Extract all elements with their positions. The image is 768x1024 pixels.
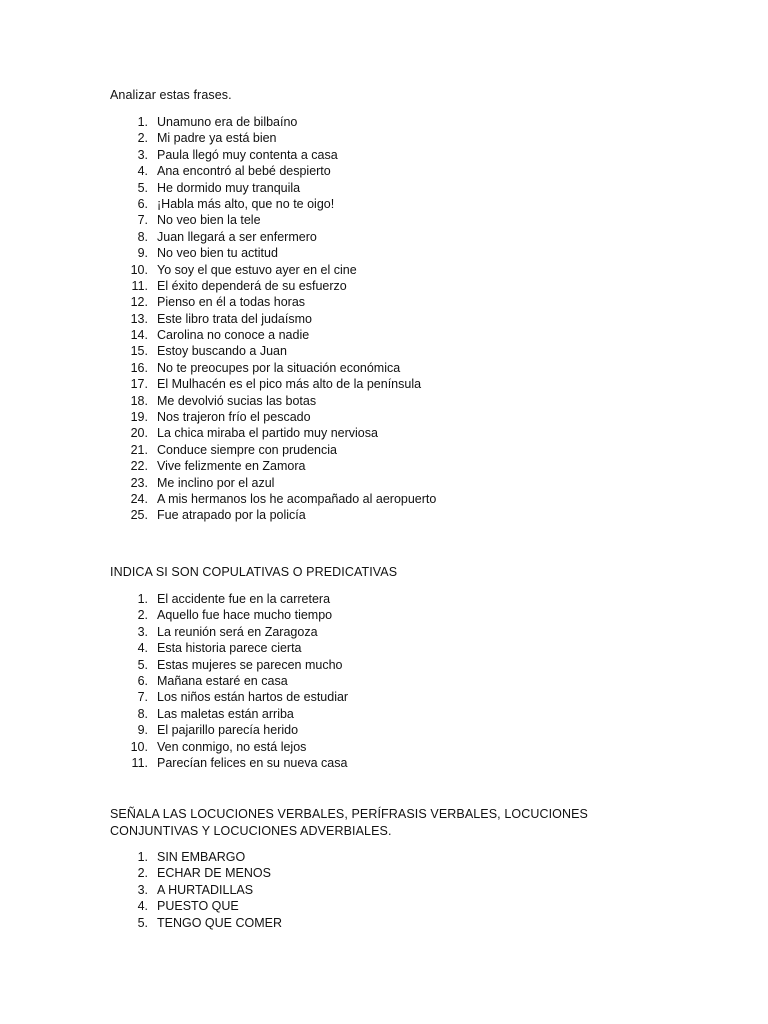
list-item-text: Conduce siempre con prudencia xyxy=(157,442,337,457)
list-item-number: 4. xyxy=(137,641,148,656)
list-item-text: Ana encontró al bebé despierto xyxy=(157,164,331,179)
list-item-text: El pajarillo parecía herido xyxy=(157,723,299,738)
list-item-number: 5. xyxy=(137,180,148,195)
list-item-text: Este libro trata del judaísmo xyxy=(157,311,312,326)
list-item-text: Ven conmigo, no está lejos xyxy=(157,739,307,754)
list-item-text: Unamuno era de bilbaíno xyxy=(157,115,298,129)
list-item-number: 3. xyxy=(137,147,148,162)
list-item-number: 4. xyxy=(137,899,148,914)
list-item-number: 7. xyxy=(137,690,148,705)
list-item-text: Carolina no conoce a nadie xyxy=(157,328,310,343)
list-item-text: PUESTO QUE xyxy=(157,899,239,914)
list-item-text: A mis hermanos los he acompañado al aeropuerto xyxy=(157,491,437,506)
list-item-number: 4. xyxy=(137,164,148,179)
list-item-number: 5. xyxy=(137,657,148,672)
list-item-number: 1. xyxy=(137,850,148,864)
list-item-text: Las maletas están arriba xyxy=(157,706,294,721)
list-item-text: Yo soy el que estuvo ayer en el cine xyxy=(157,262,357,277)
list-item-number: 3. xyxy=(137,624,148,639)
list-item-text: La reunión será en Zaragoza xyxy=(157,624,318,639)
list-item-text: Estoy buscando a Juan xyxy=(157,344,287,359)
list-item-number: 10. xyxy=(130,739,148,754)
list-item-number: 9. xyxy=(137,246,148,261)
list-item-text: Vive felizmente en Zamora xyxy=(157,459,306,474)
list-item-text: He dormido muy tranquila xyxy=(157,180,301,195)
list-item-text: La chica miraba el partido muy nerviosa xyxy=(157,426,378,441)
section-3-heading: SEÑALA LAS LOCUCIONES VERBALES, PERÍFRASIS VERBALES, LOCUCIONES CONJUNTIVAS Y LOCUCIONES ADVERBIALES. xyxy=(110,807,588,838)
list-item-number: 6. xyxy=(137,673,148,688)
list-item-number: 21. xyxy=(130,442,148,457)
list-item-number: 17. xyxy=(130,377,148,392)
list-item-number: 1. xyxy=(137,592,148,606)
list-item-number: 2. xyxy=(137,131,148,146)
list-item-text: ECHAR DE MENOS xyxy=(157,866,271,881)
list-item-number: 25. xyxy=(130,508,148,523)
list-item-text: Mañana estaré en casa xyxy=(157,673,288,688)
list-item-text: A HURTADILLAS xyxy=(157,882,254,897)
list-item-text: TENGO QUE COMER xyxy=(157,915,283,930)
list-item-text: ¡Habla más alto, que no te oigo! xyxy=(157,196,335,211)
list-item-number: 7. xyxy=(137,213,148,228)
list-item-number: 22. xyxy=(130,459,148,474)
list-item-text: Los niños están hartos de estudiar xyxy=(157,690,349,705)
list-item-number: 19. xyxy=(130,410,148,425)
list-item-number: 23. xyxy=(130,475,148,490)
list-item-number: 9. xyxy=(137,723,148,738)
list-item-number: 3. xyxy=(137,882,148,897)
list-item-text: No veo bien tu actitud xyxy=(157,246,278,261)
list-item-number: 5. xyxy=(137,915,148,930)
list-item-number: 2. xyxy=(137,866,148,881)
list-item-number: 16. xyxy=(130,360,148,375)
list-item-number: 11. xyxy=(131,755,148,770)
list-item-number: 2. xyxy=(137,608,148,623)
list-item-text: Me devolvió sucias las botas xyxy=(157,393,317,408)
list-item-text: Aquello fue hace mucho tiempo xyxy=(157,608,333,623)
list-item-text: El Mulhacén es el pico más alto de la península xyxy=(157,377,422,392)
list-item-number: 12. xyxy=(130,295,148,310)
list-item-text: Nos trajeron frío el pescado xyxy=(157,410,311,425)
list-item-text: Esta historia parece cierta xyxy=(157,641,302,656)
section-2-heading: INDICA SI SON COPULATIVAS O PREDICATIVAS xyxy=(110,565,398,579)
list-item-text: Fue atrapado por la policía xyxy=(157,508,306,523)
list-item-number: 1. xyxy=(137,115,148,129)
list-item-number: 14. xyxy=(130,328,148,343)
section-1-heading: Analizar estas frases. xyxy=(110,88,232,102)
list-item-number: 6. xyxy=(137,196,148,211)
list-item-text: Parecían felices en su nueva casa xyxy=(157,755,348,770)
list-item-text: Mi padre ya está bien xyxy=(157,131,277,146)
list-item-text: No te preocupes por la situación económica xyxy=(157,360,401,375)
list-item-text: SIN EMBARGO xyxy=(157,850,246,864)
list-item-text: Juan llegará a ser enfermero xyxy=(157,229,317,244)
list-item-text: Estas mujeres se parecen mucho xyxy=(157,657,343,672)
list-item-number: 24. xyxy=(130,491,148,506)
list-item-number: 15. xyxy=(130,344,148,359)
list-item-number: 13. xyxy=(130,311,148,326)
list-item-number: 10. xyxy=(130,262,148,277)
list-item-number: 8. xyxy=(137,229,148,244)
list-item-number: 18. xyxy=(130,393,148,408)
list-item-number: 11. xyxy=(131,278,148,293)
list-item-text: Me inclino por el azul xyxy=(157,475,275,490)
list-item-text: No veo bien la tele xyxy=(157,213,261,228)
list-item-number: 20. xyxy=(130,426,148,441)
list-item-number: 8. xyxy=(137,706,148,721)
list-item-text: Pienso en él a todas horas xyxy=(157,295,306,310)
list-item-text: El accidente fue en la carretera xyxy=(157,592,331,606)
list-item-text: El éxito dependerá de su esfuerzo xyxy=(157,278,347,293)
list-item-text: Paula llegó muy contenta a casa xyxy=(157,147,338,162)
